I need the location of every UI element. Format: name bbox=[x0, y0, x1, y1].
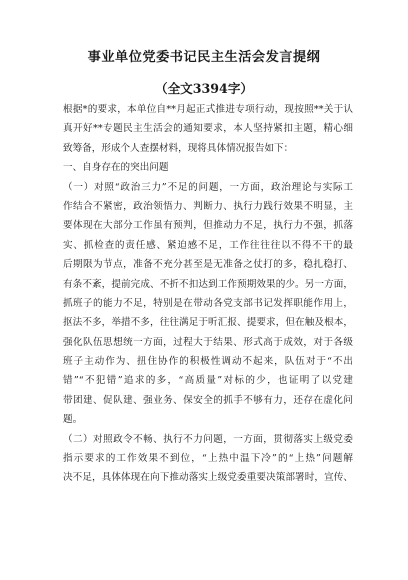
body-line: 真开好**专题民主生活会的通知要求，本人坚持紧扣主题，精心细 bbox=[63, 123, 353, 135]
body-line: 错”“不犯错”追求的多，“高质量”对标的少，也证明了以党建 bbox=[63, 375, 353, 387]
body-line: 有条不紊，提前完成、不折不扣达到工作预期效果的少。另一方面， bbox=[63, 278, 353, 290]
body-line: 决不足，具体体现在向下推动落实上级党委重要决策部署时，宣传、 bbox=[63, 472, 353, 484]
body-line: 班子主动作为、扭住协作的积极性调动不起来，队伍对于“不出 bbox=[63, 356, 353, 368]
body-line: 指示要求的工作效果不到位，“上热中温下冷”的“上热”问题解 bbox=[63, 453, 353, 465]
document-subtitle: （全文3394字） bbox=[154, 81, 254, 96]
body-line: 致筹备，形成个人查摆材料，现将具体情况报告如下： bbox=[63, 142, 294, 154]
body-line: 题。 bbox=[63, 414, 83, 426]
body-line: （一）对照“政治三力”不足的问题，一方面，政治理论与实际工 bbox=[63, 181, 353, 193]
body-line: 强化队伍思想统一方面，过程大于结果、形式高于成效，对于各级 bbox=[63, 336, 353, 348]
document-title: 事业单位党委书记民主生活会发言提纲 bbox=[87, 50, 321, 65]
body-line: 要体现在大部分工作虽有预判，但推动力不足，执行力不强，抓落 bbox=[63, 220, 353, 232]
document-body bbox=[63, 100, 353, 488]
body-line: 一、自身存在的突出问题 bbox=[63, 162, 169, 174]
body-line: 根据*的要求，本单位自**月起正式推进专项行动，现按照**关于认 bbox=[63, 104, 353, 115]
body-line: 抓班子的能力不足，特别是在带动各党支部书记发挥职能作用上， bbox=[63, 297, 353, 309]
body-line: 抠法不多，举措不多，往往满足于听汇报、提要求，但在触及根本， bbox=[63, 317, 353, 329]
body-line: 实、抓检查的责任感、紧迫感不足，工作往往往以不得不干的最 bbox=[63, 239, 353, 251]
body-line: 作结合不紧密，政治领悟力、判断力、执行力践行效果不明显，主 bbox=[63, 200, 353, 212]
body-line: 后期限为节点，准备不充分甚至是无准备之仗打的多，稳扎稳打、 bbox=[63, 259, 353, 271]
body-line: （二）对照政令不畅、执行不力问题，一方面，贯彻落实上级党委 bbox=[63, 433, 353, 445]
body-line: 带团建、促队建、强业务、保安全的抓手不够有力，还存在虚化问 bbox=[63, 394, 353, 406]
